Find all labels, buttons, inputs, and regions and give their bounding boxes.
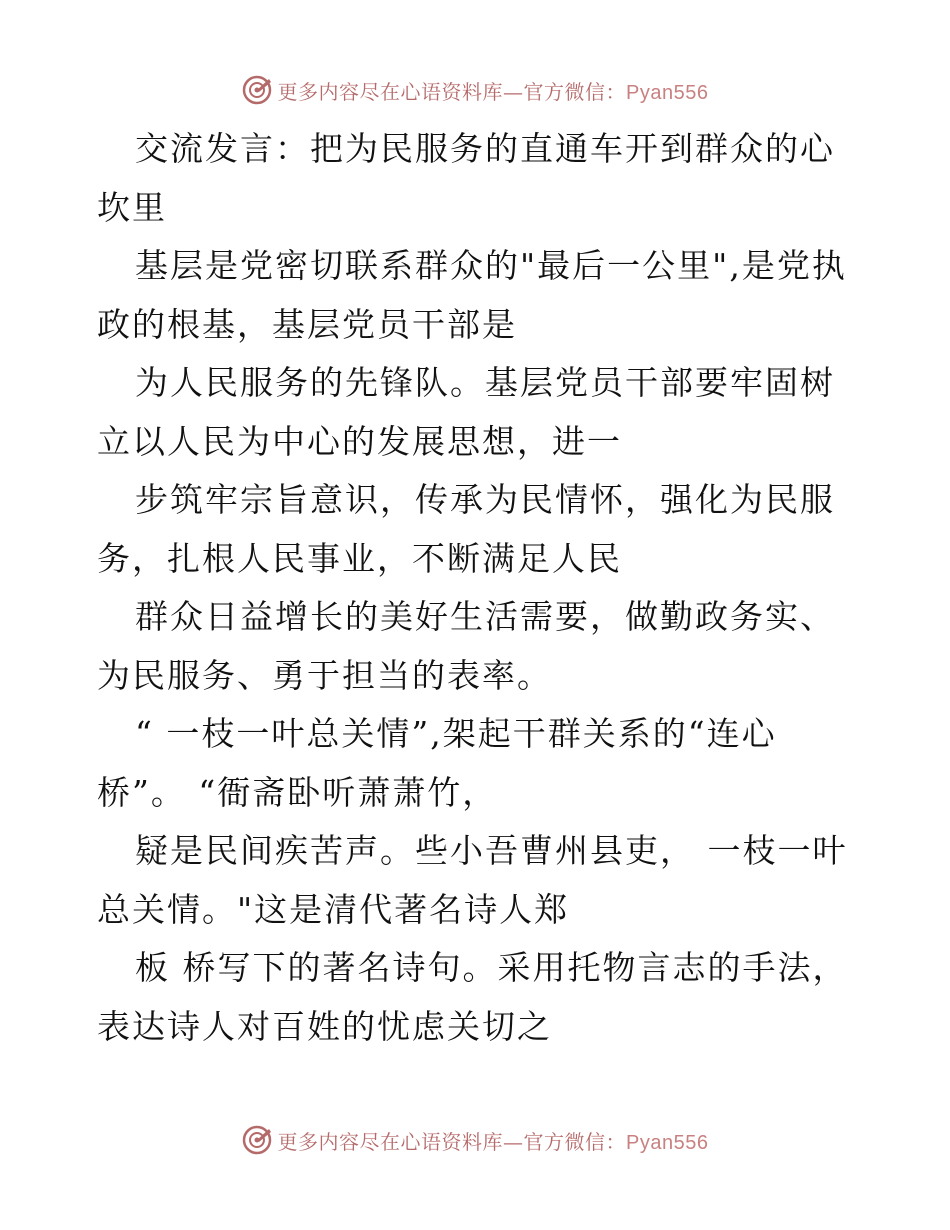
pen-logo-icon — [242, 1125, 272, 1155]
paragraph-line: 为人民服务的先锋队。基层党员干部要牢固树立以人民为中心的发展思想，进一 — [97, 363, 835, 461]
watermark-text: 更多内容尽在心语资料库 — [277, 1129, 504, 1154]
watermark-wechat-id: Pyan556 — [626, 81, 709, 104]
watermark-separator: — — [503, 79, 524, 104]
watermark-wechat-label: 官方微信： — [523, 79, 627, 104]
pen-logo-icon — [242, 75, 272, 105]
header-watermark — [0, 72, 950, 108]
paragraph-line: 步筑牢宗旨意识，传承为民情怀，强化为民服务，扎根人民事业，不断满足人民 — [97, 480, 835, 578]
watermark-wechat-label: 官方微信： — [523, 1129, 627, 1154]
watermark-separator: — — [503, 1129, 524, 1154]
paragraph-line: 疑是民间疾苦声。些小吾曹州县吏， 一枝一叶总关情。"这是清代著名诗人郑 — [97, 831, 848, 929]
document-title: 交流发言：把为民服务的直通车开到群众的心坎里 — [97, 129, 835, 227]
watermark-wechat-id: Pyan556 — [626, 1131, 709, 1154]
paragraph-line: 板 桥写下的著名诗句。采用托物言志的手法，表达诗人对百姓的忧虑关切之 — [97, 948, 848, 1046]
watermark-text: 更多内容尽在心语资料库 — [277, 79, 504, 104]
footer-watermark — [0, 1122, 950, 1158]
paragraph-line: 基层是党密切联系群众的"最后一公里",是党执政的根基，基层党员干部是 — [97, 246, 847, 344]
paragraph-line: “ 一枝一叶总关情”,架起干群关系的“连心桥”。 “衙斋卧听萧萧竹， — [97, 714, 777, 812]
document-body — [97, 120, 857, 1056]
paragraph-line: 群众日益增长的美好生活需要，做勤政务实、为民服务、勇于担当的表率。 — [97, 597, 835, 695]
